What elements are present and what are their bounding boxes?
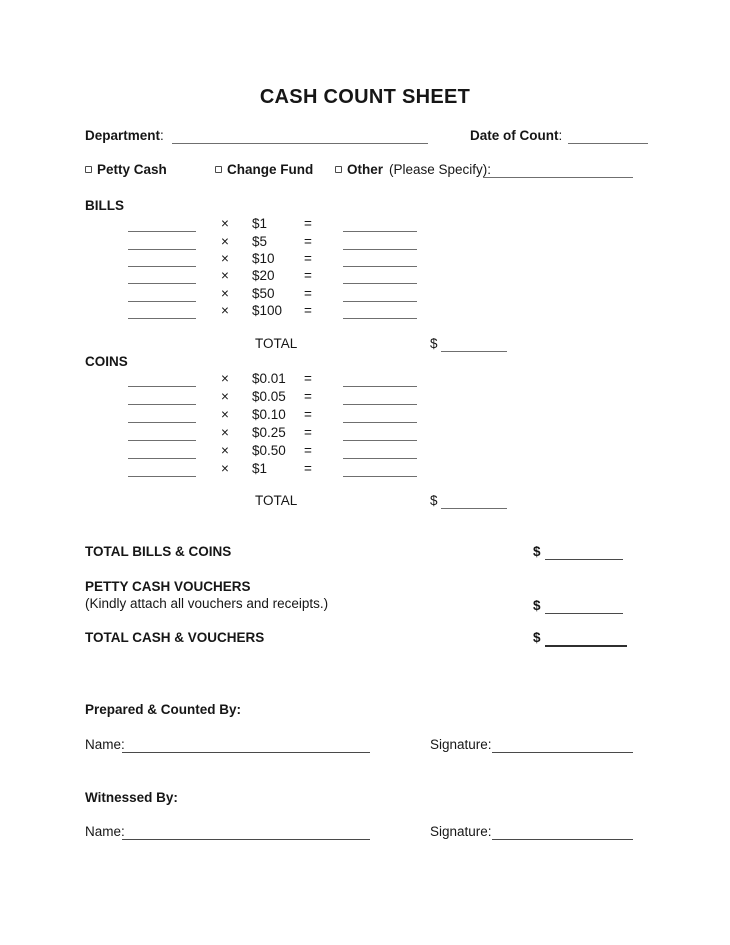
multiply-sign: × [221, 216, 229, 231]
coin-row [0, 444, 730, 458]
coin-amount-field[interactable] [343, 391, 417, 405]
bills-heading: BILLS [85, 198, 124, 213]
bill-denomination: $20 [252, 268, 275, 283]
multiply-sign: × [221, 286, 229, 301]
bill-row [0, 235, 730, 249]
coins-section-heading-row [0, 355, 730, 369]
coins-total-label: TOTAL [255, 493, 298, 508]
witnessed-name-signature-row [0, 825, 730, 839]
bill-amount-field[interactable] [343, 236, 417, 250]
vouchers-amount-row [0, 596, 730, 613]
multiply-sign: × [221, 425, 229, 440]
equals-sign: = [304, 216, 312, 231]
header-fields-row [0, 129, 730, 143]
equals-sign: = [304, 268, 312, 283]
coin-count-field[interactable] [128, 373, 196, 387]
equals-sign: = [304, 425, 312, 440]
bill-denomination: $100 [252, 303, 283, 318]
coin-denomination: $1 [252, 461, 268, 476]
bill-count-field[interactable] [128, 236, 196, 250]
prepared-name-field[interactable] [122, 739, 370, 753]
coin-row [0, 372, 730, 386]
signature-label: Signature: [430, 824, 492, 839]
petty-cash-label: Petty Cash [97, 162, 167, 177]
currency-sign: $ [533, 544, 541, 559]
coin-amount-field[interactable] [343, 373, 417, 387]
bill-amount-field[interactable] [343, 253, 417, 267]
date-of-count-colon: : [558, 128, 563, 143]
vouchers-amount-field[interactable] [545, 600, 623, 614]
bill-row [0, 304, 730, 318]
bill-count-field[interactable] [128, 253, 196, 267]
prepared-counted-by-heading: Prepared & Counted By: [85, 702, 242, 717]
coin-amount-field[interactable] [343, 445, 417, 459]
coins-total-field[interactable] [441, 495, 507, 509]
bill-row [0, 287, 730, 301]
bill-amount-field[interactable] [343, 305, 417, 319]
bill-denomination: $10 [252, 251, 275, 266]
date-of-count-label [470, 129, 562, 143]
multiply-sign: × [221, 268, 229, 283]
multiply-sign: × [221, 234, 229, 249]
coin-count-field[interactable] [128, 409, 196, 423]
total-cash-vouchers-row [0, 631, 730, 645]
page-title: CASH COUNT SHEET [259, 86, 471, 108]
currency-sign: $ [430, 493, 438, 508]
multiply-sign: × [221, 251, 229, 266]
equals-sign: = [304, 251, 312, 266]
coin-denomination: $0.50 [252, 443, 286, 458]
total-bills-coins-label: TOTAL BILLS & COINS [85, 544, 232, 559]
vouchers-heading-row [0, 580, 730, 594]
department-label-text: Department [85, 128, 161, 143]
petty-cash-checkbox[interactable] [85, 166, 92, 173]
coin-denomination: $0.10 [252, 407, 286, 422]
coin-row [0, 408, 730, 422]
change-fund-label: Change Fund [227, 162, 314, 177]
department-field[interactable] [172, 130, 428, 144]
other-specify-label: (Please Specify): [389, 162, 492, 177]
bill-amount-field[interactable] [343, 270, 417, 284]
coin-amount-field[interactable] [343, 409, 417, 423]
witnessed-heading-row [0, 791, 730, 805]
equals-sign: = [304, 286, 312, 301]
bills-total-label: TOTAL [255, 336, 298, 351]
signature-label: Signature: [430, 737, 492, 752]
vouchers-note: (Kindly attach all vouchers and receipts.) [85, 596, 329, 611]
bill-row [0, 252, 730, 266]
other-label: Other [347, 162, 384, 177]
name-label: Name: [85, 737, 125, 752]
equals-sign: = [304, 303, 312, 318]
currency-sign: $ [533, 598, 541, 613]
prepared-signature-field[interactable] [492, 739, 633, 753]
coin-count-field[interactable] [128, 463, 196, 477]
coin-count-field[interactable] [128, 427, 196, 441]
total-bills-coins-row [0, 545, 730, 559]
coin-amount-field[interactable] [343, 463, 417, 477]
multiply-sign: × [221, 371, 229, 386]
equals-sign: = [304, 389, 312, 404]
coin-amount-field[interactable] [343, 427, 417, 441]
multiply-sign: × [221, 461, 229, 476]
total-cash-vouchers-field[interactable] [545, 632, 627, 647]
date-of-count-label-text: Date of Count [470, 128, 559, 143]
bill-denomination: $1 [252, 216, 268, 231]
petty-cash-vouchers-label: PETTY CASH VOUCHERS [85, 579, 251, 594]
coins-total-row [0, 494, 730, 508]
date-of-count-field[interactable] [568, 130, 648, 144]
coin-row [0, 426, 730, 440]
department-colon: : [160, 128, 164, 143]
equals-sign: = [304, 407, 312, 422]
coin-count-field[interactable] [128, 391, 196, 405]
bill-count-field[interactable] [128, 288, 196, 302]
bill-denomination: $50 [252, 286, 275, 301]
coin-row [0, 390, 730, 404]
coin-count-field[interactable] [128, 445, 196, 459]
equals-sign: = [304, 443, 312, 458]
bill-count-field[interactable] [128, 305, 196, 319]
witnessed-signature-field[interactable] [492, 826, 633, 840]
fund-type-row [0, 163, 730, 179]
multiply-sign: × [221, 303, 229, 318]
bills-section-heading-row [0, 199, 730, 213]
witnessed-by-heading: Witnessed By: [85, 790, 178, 805]
other-specify-field[interactable] [483, 164, 633, 178]
coins-heading: COINS [85, 354, 128, 369]
bill-count-field[interactable] [128, 218, 196, 232]
name-label: Name: [85, 824, 125, 839]
equals-sign: = [304, 371, 312, 386]
multiply-sign: × [221, 389, 229, 404]
currency-sign: $ [533, 630, 541, 645]
multiply-sign: × [221, 407, 229, 422]
coin-denomination: $0.25 [252, 425, 286, 440]
other-checkbox[interactable] [335, 166, 342, 173]
coin-row [0, 462, 730, 476]
total-bills-coins-field[interactable] [545, 546, 623, 560]
equals-sign: = [304, 234, 312, 249]
coin-denomination: $0.01 [252, 371, 286, 386]
coin-denomination: $0.05 [252, 389, 286, 404]
bill-row [0, 269, 730, 283]
total-cash-vouchers-label: TOTAL CASH & VOUCHERS [85, 630, 265, 645]
bill-row [0, 217, 730, 231]
change-fund-checkbox[interactable] [215, 166, 222, 173]
prepared-heading-row [0, 703, 730, 717]
currency-sign: $ [430, 336, 438, 351]
bills-total-row [0, 337, 730, 351]
witnessed-name-field[interactable] [122, 826, 370, 840]
bills-total-field[interactable] [441, 338, 507, 352]
bill-amount-field[interactable] [343, 218, 417, 232]
multiply-sign: × [221, 443, 229, 458]
equals-sign: = [304, 461, 312, 476]
bill-denomination: $5 [252, 234, 268, 249]
bill-count-field[interactable] [128, 270, 196, 284]
prepared-name-signature-row [0, 738, 730, 752]
bill-amount-field[interactable] [343, 288, 417, 302]
department-label [85, 129, 164, 143]
